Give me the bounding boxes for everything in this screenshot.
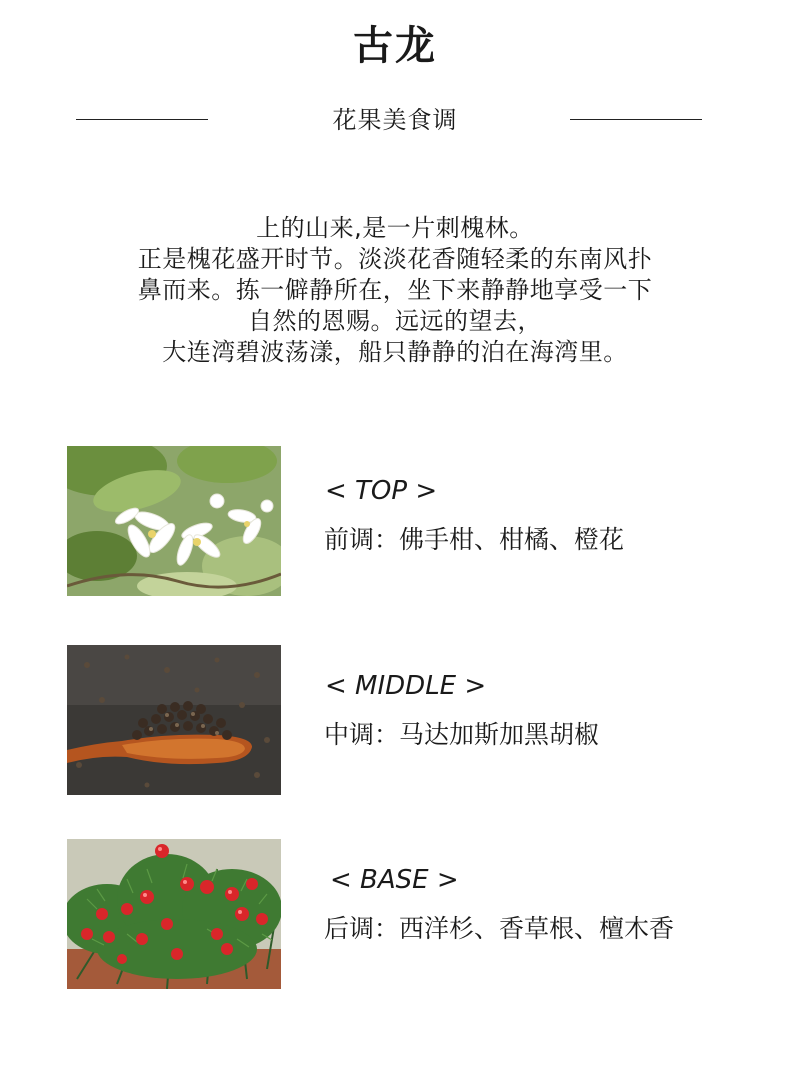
top-note	[67, 446, 767, 596]
poem-line: 上的山来,是一片刺槐林。	[256, 214, 534, 242]
yew-berries-photo	[67, 839, 281, 989]
poem-line: 正是槐花盛开时节。淡淡花香随轻柔的东南风扑	[137, 245, 653, 273]
poem-line: 大连湾碧波荡漾，船只静静的泊在海湾里。	[162, 338, 628, 366]
black-pepper-photo	[67, 645, 281, 795]
page-title: 古龙	[353, 23, 437, 69]
divider-right	[570, 119, 702, 120]
middle-note	[67, 645, 767, 795]
poem-line: 自然的恩赐。远远的望去，	[248, 307, 542, 335]
orange-blossom-photo	[67, 446, 281, 596]
poem-text	[0, 213, 790, 368]
middle-note-label: < MIDDLE >	[325, 671, 487, 701]
subtitle-row	[0, 100, 790, 140]
base-note-desc: 后调：西洋杉、香草根、檀木香	[324, 914, 675, 943]
base-note-label: < BASE >	[330, 865, 459, 895]
top-note-desc: 前调：佛手柑、柑橘、橙花	[324, 525, 625, 554]
subtitle: 花果美食调	[332, 106, 458, 134]
middle-note-desc: 中调：马达加斯加黑胡椒	[324, 720, 600, 749]
top-note-label: < TOP >	[325, 476, 438, 506]
base-note	[67, 839, 767, 989]
poem-line: 鼻而来。拣一僻静所在，坐下来静静地享受一下	[137, 276, 653, 304]
